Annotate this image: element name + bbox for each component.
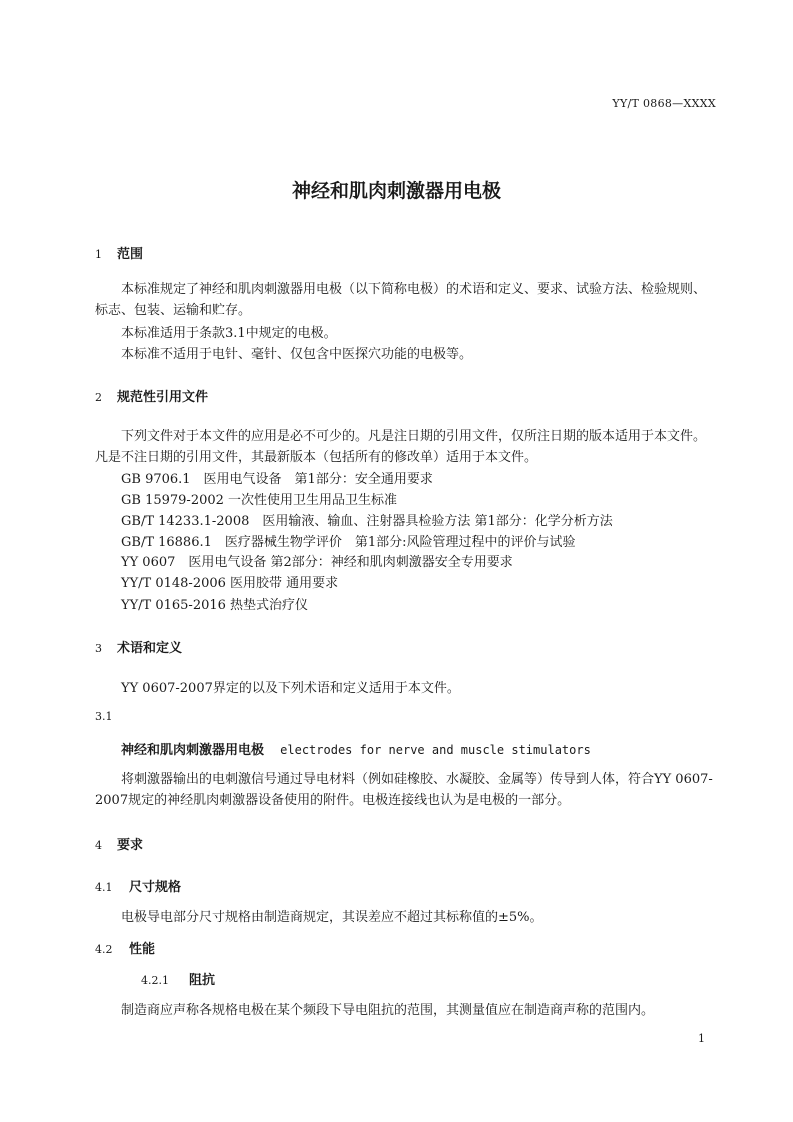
reference-item: GB 15979-2002 一次性使用卫生用品卫生标准 bbox=[121, 493, 398, 508]
section-title: 要求 bbox=[117, 838, 144, 853]
section-number: 4 bbox=[95, 839, 102, 852]
reference-item: YY/T 0148-2006 医用胶带 通用要求 bbox=[121, 576, 339, 591]
page-number: 1 bbox=[698, 1032, 705, 1045]
subsection-number: 3.1 bbox=[95, 710, 113, 723]
section-number: 2 bbox=[95, 391, 102, 404]
reference-item: YY 0607 医用电气设备 第2部分：神经和肌肉刺激器安全专用要求 bbox=[121, 555, 513, 570]
term-entry bbox=[121, 739, 591, 758]
dimension-requirement: 电极导电部分尺寸规格由制造商规定，其误差应不超过其标称值的±5%。 bbox=[121, 910, 543, 925]
reference-item: GB/T 16886.1 医疗器械生物学评价 第1部分:风险管理过程中的评价与试验 bbox=[121, 535, 576, 550]
terms-intro: YY 0607-2007界定的以及下列术语和定义适用于本文件。 bbox=[121, 681, 460, 696]
scope-paragraph-1: 本标准规定了神经和肌肉刺激器用电极（以下简称电极）的术语和定义、要求、试验方法、检验规则、标志、包装、运输和贮存。 bbox=[95, 282, 707, 318]
subsection-title: 性能 bbox=[129, 942, 156, 957]
reference-item: GB/T 14233.1-2008 医用输液、输血、注射器具检验方法 第1部分：化学分析方法 bbox=[121, 514, 613, 529]
term-english: electrodes for nerve and muscle stimulators bbox=[280, 743, 591, 757]
subsection-4-2-1-heading bbox=[141, 969, 215, 988]
page-title: 神经和肌肉刺激器用电极 bbox=[291, 180, 501, 202]
term-chinese: 神经和肌肉刺激器用电极 bbox=[121, 743, 265, 758]
section-number: 3 bbox=[95, 642, 102, 655]
subsection-4-2-heading bbox=[95, 938, 155, 957]
subsection-4-1-heading bbox=[95, 876, 181, 895]
reference-item: GB 9706.1 医用电气设备 第1部分：安全通用要求 bbox=[121, 472, 433, 487]
scope-paragraph-3: 本标准不适用于电针、毫针、仅包含中医探穴功能的电极等。 bbox=[121, 347, 473, 362]
section-number: 1 bbox=[95, 248, 102, 261]
reference-item: YY/T 0165-2016 热垫式治疗仪 bbox=[121, 598, 309, 613]
section-2-heading bbox=[95, 386, 208, 405]
impedance-requirement: 制造商应声称各规格电极在某个频段下导电阻抗的范围，其测量值应在制造商声称的范围内。 bbox=[121, 1003, 655, 1018]
section-1-heading bbox=[95, 243, 143, 262]
section-title: 规范性引用文件 bbox=[117, 390, 209, 405]
subsection-title: 阻抗 bbox=[189, 973, 216, 988]
section-3-heading bbox=[95, 637, 182, 656]
subsection-number: 4.2 bbox=[95, 943, 113, 956]
scope-paragraph-2: 本标准适用于条款3.1中规定的电极。 bbox=[121, 326, 337, 341]
subsection-number: 4.1 bbox=[95, 881, 113, 894]
section-title: 范围 bbox=[117, 247, 144, 262]
section-4-heading bbox=[95, 834, 143, 853]
term-definition: 将刺激器输出的电刺激信号通过导电材料（例如硅橡胶、水凝胶、金属等）传导到人体，符合YY 0607-2007规定的神经肌肉刺激器设备使用的附件。电极连接线也认为是电极的一部分。 bbox=[95, 772, 713, 808]
section-title: 术语和定义 bbox=[117, 641, 183, 656]
document-code: YY/T 0868—XXXX bbox=[612, 97, 716, 110]
subsection-title: 尺寸规格 bbox=[129, 880, 182, 895]
subsection-number: 4.2.1 bbox=[141, 974, 169, 987]
normative-references-intro: 下列文件对于本文件的应用是必不可少的。凡是注日期的引用文件，仅所注日期的版本适用于本文件。凡是不注日期的引用文件，其最新版本（包括所有的修改单）适用于本文件。 bbox=[95, 429, 707, 465]
